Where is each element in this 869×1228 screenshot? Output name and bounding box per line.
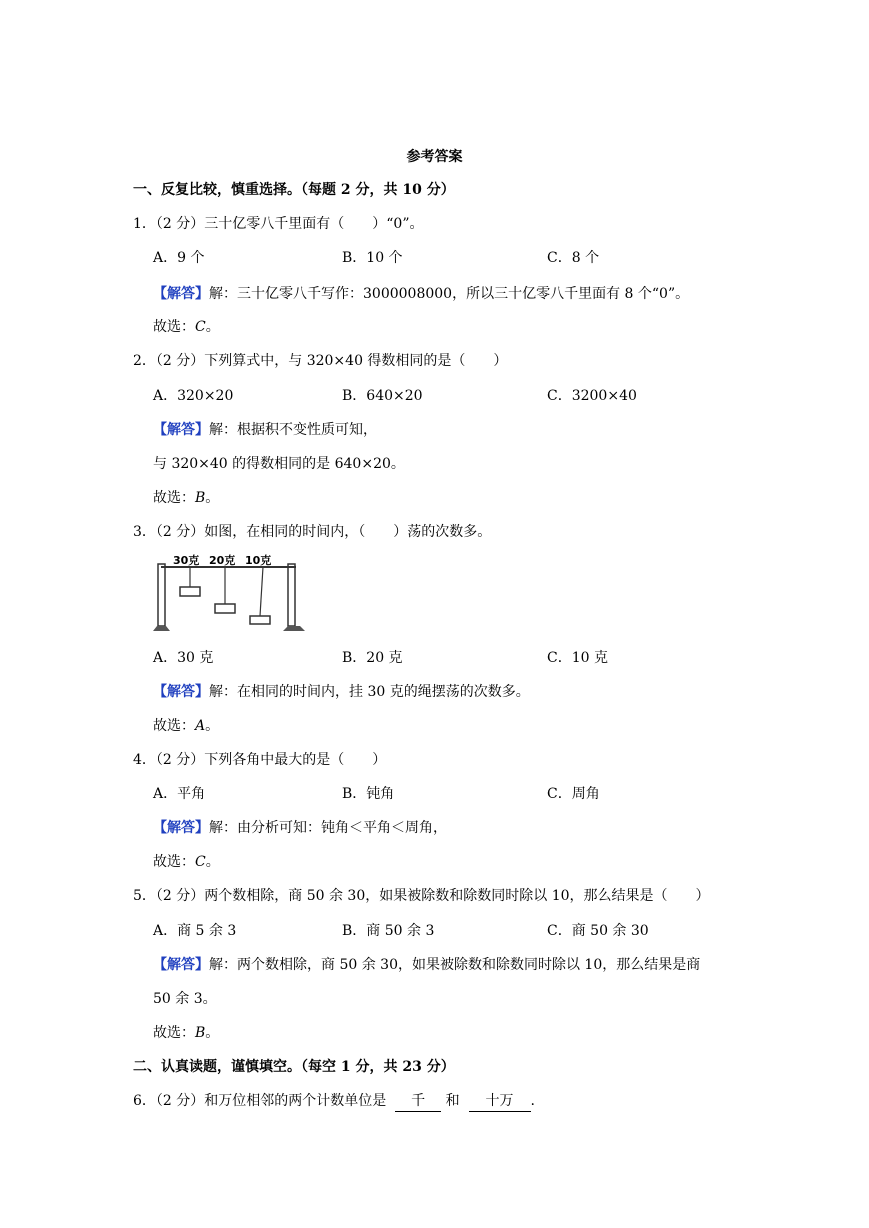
section-2-heading: 二、认真读题，谨慎填空。（每空 1 分，共 23 分） xyxy=(133,1059,455,1075)
question-2-answer xyxy=(153,420,377,440)
figure-label-10g: 10克 xyxy=(245,554,272,567)
choice-letter: C xyxy=(195,854,206,870)
answer-tag: 【解答】 xyxy=(153,684,209,700)
question-3-stem: 3．（2 分）如图，在相同的时间内，（ ）荡的次数多。 xyxy=(133,524,492,540)
question-2-explanation-2: 与 320×40 的得数相同的是 640×20。 xyxy=(153,456,405,472)
left-base xyxy=(153,626,170,631)
question-3-option-a: A．30 克 xyxy=(153,650,214,666)
choice-letter: C xyxy=(195,319,206,335)
question-1-answer xyxy=(153,284,689,304)
question-5-choice xyxy=(153,1023,219,1043)
question-5-option-c: C．商 50 余 30 xyxy=(547,923,649,939)
question-4-answer xyxy=(153,818,447,838)
question-6-blank-1: 千 xyxy=(395,1091,441,1112)
question-1-option-b: B．10 个 xyxy=(342,250,403,266)
figure-label-20g: 20克 xyxy=(209,554,236,567)
question-3-answer xyxy=(153,682,530,702)
choice-suffix: 。 xyxy=(205,718,220,734)
right-post xyxy=(288,564,295,626)
choice-prefix: 故选： xyxy=(153,854,195,870)
choice-suffix: 。 xyxy=(205,319,220,335)
question-5-explanation-2: 50 余 3。 xyxy=(153,991,217,1007)
question-1-choice xyxy=(153,317,220,337)
question-2-option-b: B．640×20 xyxy=(342,388,423,404)
question-5-option-a: A．商 5 余 3 xyxy=(153,923,237,939)
choice-suffix: 。 xyxy=(205,854,220,870)
question-4-explanation: 解：由分析可知：钝角＜平角＜周角， xyxy=(209,820,447,836)
question-1-option-a: A．9 个 xyxy=(153,250,205,266)
question-6-blank-2: 十万 xyxy=(469,1091,531,1112)
choice-letter: B xyxy=(195,490,206,506)
question-6-stem xyxy=(133,1091,535,1112)
question-5-option-b: B．商 50 余 3 xyxy=(342,923,435,939)
choice-prefix: 故选： xyxy=(153,490,195,506)
choice-prefix: 故选： xyxy=(153,1025,195,1041)
question-3-option-c: C．10 克 xyxy=(547,650,608,666)
answer-tag: 【解答】 xyxy=(153,820,209,836)
question-5-stem: 5．（2 分）两个数相除，商 50 余 30，如果被除数和除数同时除以 10，那么结果是（ ） xyxy=(133,888,710,904)
choice-prefix: 故选： xyxy=(153,718,195,734)
question-4-stem: 4．（2 分）下列各角中最大的是（ ） xyxy=(133,752,387,768)
pendulum-figure xyxy=(153,552,309,634)
question-1-option-c: C．8 个 xyxy=(547,250,600,266)
choice-suffix: 。 xyxy=(205,490,220,506)
answer-tag: 【解答】 xyxy=(153,957,209,973)
choice-prefix: 故选： xyxy=(153,319,195,335)
question-4-option-a: A．平角 xyxy=(153,786,206,802)
choice-letter: B xyxy=(195,1025,206,1041)
choice-suffix: 。 xyxy=(205,1025,220,1041)
page-title: 参考答案 xyxy=(406,149,463,165)
right-base xyxy=(283,626,305,631)
answer-tag: 【解答】 xyxy=(153,286,209,302)
pendulum-string-3 xyxy=(260,567,263,616)
question-3-choice xyxy=(153,716,219,736)
question-6-suffix: . xyxy=(530,1093,535,1109)
question-3-explanation: 解：在相同的时间内，挂 30 克的绳摆荡的次数多。 xyxy=(209,684,530,700)
question-6-prefix: 6．（2 分）和万位相邻的两个计数单位是 xyxy=(133,1093,387,1109)
question-5-explanation: 解：两个数相除，商 50 余 30，如果被除数和除数同时除以 10，那么结果是商 xyxy=(209,957,701,973)
question-1-stem: 1．（2 分）三十亿零八千里面有（ ）“0”。 xyxy=(133,216,424,232)
pendulum-weight-1 xyxy=(180,587,200,596)
question-4-choice xyxy=(153,852,220,872)
choice-letter: A xyxy=(195,718,206,734)
question-4-option-c: C．周角 xyxy=(547,786,600,802)
question-2-stem: 2．（2 分）下列算式中，与 320×40 得数相同的是（ ） xyxy=(133,353,508,369)
figure-label-30g: 30克 xyxy=(173,554,200,567)
question-4-option-b: B．钝角 xyxy=(342,786,395,802)
section-1-heading: 一、反复比较，慎重选择。（每题 2 分，共 10 分） xyxy=(133,182,455,198)
question-2-choice xyxy=(153,488,219,508)
answer-tag: 【解答】 xyxy=(153,422,209,438)
question-1-explanation: 解：三十亿零八千写作：3000008000，所以三十亿零八千里面有 8 个“0”。 xyxy=(209,286,690,302)
question-2-explanation: 解：根据积不变性质可知， xyxy=(209,422,377,438)
question-2-option-c: C．3200×40 xyxy=(547,388,637,404)
pendulum-weight-2 xyxy=(215,604,235,613)
question-3-option-b: B．20 克 xyxy=(342,650,403,666)
question-2-option-a: A．320×20 xyxy=(153,388,234,404)
pendulum-weight-3 xyxy=(250,616,270,624)
question-5-answer xyxy=(153,955,700,975)
question-6-connector: 和 xyxy=(445,1093,460,1109)
left-post xyxy=(158,564,165,626)
